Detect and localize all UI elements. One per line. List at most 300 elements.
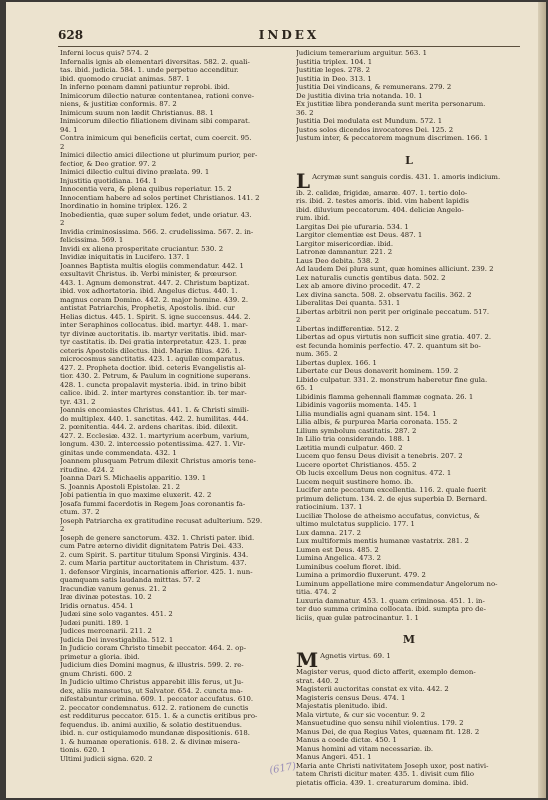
index-entry-text: Lex divina sancta. 508. 2. observatu facilis. 362. 2: [296, 290, 472, 299]
index-entry-text: De justitia divina tria notanda. 10. 1: [296, 91, 423, 100]
index-entry-line: [296, 702, 522, 711]
index-entry-text: Infernalis ignis ab elementari diversitas. 582. 2. quali-: [60, 57, 250, 66]
index-entry-line: [60, 542, 286, 551]
index-entry-line: [296, 126, 522, 135]
index-entry-text: ibid. quomodo cruciat animas. 587. 1: [60, 74, 190, 83]
index-entry-line: [296, 325, 522, 334]
index-entry-text: 2: [60, 219, 65, 227]
index-entry-line: [60, 627, 286, 636]
index-entry-line: [296, 308, 522, 317]
index-entry-line: [60, 185, 286, 194]
index-entry-line: [296, 240, 522, 249]
index-entry-text: Lucem nequit sustinere homo. ib.: [296, 477, 414, 486]
index-entry-line: [296, 753, 522, 762]
index-entry-line: [296, 342, 522, 351]
index-entry-text: In Judicio coram Christo timebit peccator. 464. 2. op-: [60, 644, 247, 652]
index-entry-line: [60, 389, 286, 398]
index-entry-text: Invidiæ iniquitatis in Lucifero. 137. 1: [60, 253, 191, 261]
index-entry-text: Joseph de genere sanctorum. 432. 1. Christi pater. ibid.: [60, 533, 255, 542]
index-entry-line: [296, 685, 522, 694]
index-entry-line: [60, 168, 286, 177]
index-entry-text: Libidinis vagoriis momenta. 145. 1: [296, 401, 418, 409]
index-entry-line: [60, 738, 286, 747]
index-entry-text: Ex justitiæ libra ponderanda sunt merita personarum.: [296, 100, 486, 108]
index-entry-text: Magisteris census Deus. 474. 1: [296, 693, 406, 702]
index-entry-text: In Judicio ultimo Christus apparebit illis ferus, ut Ju-: [60, 678, 244, 686]
index-entry-line: [60, 245, 286, 254]
index-entry-text: Liberalitas Dei quanta. 531. 1: [296, 299, 401, 307]
index-entry-line: [296, 529, 522, 538]
index-entry-text: Majestatis plenitudo. ibid.: [296, 702, 388, 710]
index-entry-line: [60, 364, 286, 373]
index-entry-text: est redditurus peccator. 615. 1. & a cunctis eritibus pro-: [60, 712, 258, 720]
index-entry-line: [60, 483, 286, 492]
index-entry-line: [296, 257, 522, 266]
index-entry-text: Maria ante Christi nativitatem Joseph uxor, post nativi-: [296, 761, 489, 770]
index-entry-line: [60, 262, 286, 271]
index-entry-line: [296, 410, 522, 419]
index-entry-line: [296, 274, 522, 283]
index-entry-text: 2. pœnitentia. 444. 2. ardens charitas. ibid. dilexit.: [60, 423, 238, 431]
index-entry-line: [296, 83, 522, 92]
section-l-entries: [296, 173, 522, 623]
section-m-entries: [296, 652, 522, 787]
index-entry-text: Ultimi judicii signa. 620. 2: [60, 754, 153, 763]
index-entry-line: [60, 687, 286, 696]
index-entry-text: Lumina a primordio fluxerunt. 479. 2: [296, 571, 426, 579]
index-entry-line: [60, 109, 286, 118]
index-entry-line: [60, 372, 286, 381]
index-entry-line: [296, 677, 522, 686]
index-entry-line: [60, 58, 286, 67]
index-entry-text: Libertate cur Deus donaverit hominem. 159. 2: [296, 367, 459, 375]
index-entry-line: [60, 695, 286, 704]
index-entry-text: 2: [60, 525, 65, 533]
index-entry-line: [296, 134, 522, 143]
index-entry-text: titia. 474. 2: [296, 588, 337, 596]
index-entry-line: [296, 779, 522, 788]
index-entry-text: gnum Christi. 600. 2: [60, 669, 133, 678]
index-entry-text: Joannis encomiastes Christus. 441. 1. & Christi simili-: [60, 406, 249, 414]
index-entry-text: Inobedientia, quæ super solum fedet, unde oriatur. 43.: [60, 210, 252, 219]
index-entry-text: Libertas duplex. 166. 1: [296, 358, 377, 367]
index-entry-line: [296, 197, 522, 206]
index-entry-line: [60, 704, 286, 713]
index-entry-text: Joanna Dari S. Michaelis apparitio. 139. 1: [60, 474, 207, 482]
index-entry-line: [60, 381, 286, 390]
index-entry-line: [60, 143, 286, 152]
index-entry-text: liciis, quæ gulæ patrocinantur. 1. 1: [296, 613, 419, 622]
index-entry-text: Libidinis flamma gehennali flammæ cognata. 26. 1: [296, 392, 474, 401]
index-entry-line: [60, 653, 286, 662]
index-entry-text: tyr castitatis. ib. Dei gratia interpretatur. 423. 1. præ: [60, 338, 247, 346]
index-entry-line: [296, 478, 522, 487]
index-entry-line: [296, 546, 522, 555]
index-entry-text: Josafa fummi facerdotis in Regem Joas coronantis fa-: [60, 499, 246, 508]
index-entry-line: [60, 279, 286, 288]
section-letter-m: M: [402, 633, 416, 646]
index-entry-line: [296, 265, 522, 274]
index-entry-line: [60, 219, 286, 228]
left-column: [60, 49, 286, 763]
index-entry-line: [60, 92, 286, 101]
index-entry-line: [60, 593, 286, 602]
index-entry-line: [60, 134, 286, 143]
index-entry-text: fequendus. ib. animi auxilio, & solatio destituendus.: [60, 720, 242, 729]
index-entry-text: tyr divinæ auctoritatis. ib. martyr veritatis. ibid. mar-: [60, 329, 247, 338]
index-entry-line: [60, 398, 286, 407]
index-entry-line: [60, 177, 286, 186]
index-entry-line: [296, 512, 522, 521]
index-entry-line: [296, 214, 522, 223]
page-number: 628: [58, 28, 84, 42]
index-entry-text: Justitia Dei modulata est Mundum. 572. 1: [296, 117, 443, 125]
index-entry-text: longum. 430. 2. intercessio potentissima. 427. 1. Vir-: [60, 440, 246, 448]
index-entry-line: [296, 452, 522, 461]
index-entry-line: [60, 151, 286, 160]
index-entry-line: [60, 270, 286, 279]
index-entry-line: [60, 211, 286, 220]
index-entry-text: Contra inimicum qui beneficiis certat, cum coercit. 95.: [60, 134, 252, 142]
index-entry-text: Inimicum suum non lædit Christianus. 88. 1: [60, 108, 214, 117]
index-entry-line: [296, 49, 522, 58]
index-entry-text: Inordinatio in homine triplex. 126. 2: [60, 202, 188, 210]
index-entry-line: [296, 359, 522, 368]
index-entry-text: Justitiæ leges. 278. 2: [296, 66, 370, 74]
index-entry-line: [296, 401, 522, 410]
index-entry-line: [296, 652, 522, 668]
index-entry-line: [296, 728, 522, 737]
index-entry-line: [60, 746, 286, 755]
index-entry-line: [296, 350, 522, 359]
index-entry-text: ctum. 37. 2: [60, 508, 100, 516]
index-entry-text: 94. 1: [60, 125, 78, 134]
index-entry-line: [60, 534, 286, 543]
index-entry-line: [296, 668, 522, 677]
index-entry-text: ris. ibid. 2. testes amoris. ibid. vim habent lapidis: [296, 197, 469, 205]
index-entry-text: ter duo summa crimina collocata. ibid. sumpta pro de-: [296, 605, 486, 613]
index-entry-line: [60, 551, 286, 560]
index-entry-line: [60, 236, 286, 245]
index-entry-line: [296, 495, 522, 504]
index-entry-text: ultimo mulctatus supplicio. 177. 1: [296, 520, 415, 528]
index-entry-line: [60, 202, 286, 211]
index-entry-line: [296, 588, 522, 597]
index-entry-line: [296, 393, 522, 402]
index-entry-text: Innocentia vera, & plena quibus reperiatur. 15. 2: [60, 185, 232, 193]
index-entry-text: ritudine. 424. 2: [60, 465, 115, 474]
index-entry-line: [60, 500, 286, 509]
index-entry-text: Joannem plusquam Petrum dilexit Christus amoris tene-: [60, 457, 256, 465]
index-entry-line: [60, 440, 286, 449]
index-entry-line: [60, 117, 286, 126]
index-entry-line: [60, 619, 286, 628]
index-entry-text: Acrymæ sunt sanguis cordis. 431. 1. amoris indicium.: [312, 172, 501, 181]
index-entry-line: [296, 299, 522, 308]
index-entry-text: S. Joannis Apostoli Epistolæ. 21. 2: [60, 482, 180, 491]
index-entry-text: Manus Dei, de qua Regius Vates, quænam fit. 128. 2: [296, 727, 480, 736]
index-entry-line: [296, 117, 522, 126]
index-entry-line: [60, 755, 286, 764]
index-entry-text: ib. 2. calidæ, frigidæ, amaræ. 407. 1. tertio dolo-: [296, 188, 468, 197]
index-entry-line: [296, 614, 522, 623]
index-entry-line: [296, 189, 522, 198]
index-entry-text: Ad laudem Dei plura sunt, quæ homines alliciunt. 239. 2: [296, 265, 494, 273]
index-entry-line: [296, 770, 522, 779]
index-entry-text: Justitia triplex. 104. 1: [296, 57, 373, 66]
index-entry-text: Inimici dilectio amici dilectione ut plurimum purior, per-: [60, 151, 258, 159]
index-entry-text: Inferni locus quis? 574. 2: [60, 49, 149, 57]
index-entry-line: [60, 194, 286, 203]
section-letter-l: L: [405, 153, 413, 167]
index-entry-text: Mansuetudine quo sensu nihil violentius. 179. 2: [296, 719, 464, 727]
index-entry-line: [296, 58, 522, 67]
index-entry-text: tatem Christi dicitur mater. 435. 1. divisit cum filio: [296, 770, 475, 778]
index-entry-line: [296, 109, 522, 118]
index-entry-text: Luxuria damnatur. 453. 1. quam criminosa. 451. 1. in-: [296, 596, 485, 605]
index-entry-text: Lætitia mundi culpatur. 460. 2: [296, 443, 403, 452]
index-entry-line: [60, 466, 286, 475]
index-entry-line: [296, 100, 522, 109]
index-entry-line: [296, 719, 522, 728]
index-entry-text: Mala virtute, & cur sic vocentur. 9. 2: [296, 710, 426, 719]
index-entry-text: est fecunda hominis perfectio. 47. 2. quantum sit bo-: [296, 341, 481, 350]
index-entry-line: [296, 248, 522, 257]
index-entry-line: [296, 745, 522, 754]
index-entry-line: [60, 313, 286, 322]
index-entry-line: [60, 287, 286, 296]
index-entry-text: num. 365. 2: [296, 350, 338, 358]
index-entry-text: Largitor clementiæ est Deus. 487. 1: [296, 231, 423, 239]
index-entry-text: strat. 440. 2: [296, 676, 339, 685]
index-entry-text: dex, aliis mansuetus, ut Salvator. 654. 2. cuncta ma-: [60, 686, 243, 695]
index-entry-text: nifestabuntur crimina. 609. 1. peccator accufatus. 610.: [60, 695, 254, 703]
index-entry-text: Luciliæ Tholose de atheismo accufatus, convictus, &: [296, 511, 480, 520]
index-entry-text: Justum inter, & peccatorem magnum discrimen. 166. 1: [296, 134, 489, 142]
drop-cap: M: [296, 652, 319, 668]
index-entry-text: Joseph Patriarcha ex gratitudine recusat adulterium. 529.: [60, 516, 263, 525]
page-gutter: [538, 2, 546, 798]
index-entry-text: 65. 1: [296, 384, 314, 392]
index-entry-line: [60, 670, 286, 679]
index-entry-text: ibid. diluvium peccatorum. 404. deliciæ Angelo-: [296, 205, 464, 214]
index-entry-line: [60, 678, 286, 687]
index-entry-line: [60, 321, 286, 330]
index-entry-text: Lilium symbolum castitatis. 287. 2: [296, 426, 417, 435]
index-entry-text: cum Patre æterno dividit dignitatem Patris Dei. 433.: [60, 542, 244, 550]
index-entry-text: ibid. vox adhortatoria. ibid. Angelus dictus. 440. 1.: [60, 287, 238, 295]
index-entry-line: [60, 160, 286, 169]
index-entry-text: Libertas indifferentiæ. 512. 2: [296, 324, 399, 333]
index-entry-text: Invidi ex aliena prosperitate cruciantur. 530. 2: [60, 244, 224, 253]
index-entry-text: Agnetis virtus. 69. 1: [320, 652, 391, 660]
index-entry-text: 1. & humanæ operationis. 618. 2. & divinæ misera-: [60, 737, 240, 746]
index-entry-line: [60, 568, 286, 577]
index-entry-line: [60, 559, 286, 568]
index-entry-line: [296, 66, 522, 75]
index-entry-text: Lux multiformis mentis humanæ vastatrix. 281. 2: [296, 537, 469, 545]
index-entry-line: [296, 736, 522, 745]
index-entry-text: niens, & justitiæ conformis. 87. 2: [60, 100, 177, 108]
index-entry-text: Magister verus, quod dicto afferit, exemplo demon-: [296, 668, 476, 676]
index-entry-line: [60, 661, 286, 670]
index-entry-line: [296, 316, 522, 325]
index-entry-text: Lumen est Deus. 485. 2: [296, 545, 379, 554]
index-entry-line: [60, 126, 286, 135]
index-entry-line: [296, 376, 522, 385]
index-entry-line: [60, 517, 286, 526]
index-entry-text: Inimici dilectio cultui divino prælata. 99. 1: [60, 168, 210, 176]
index-entry-line: [60, 525, 286, 534]
index-entry-text: microcosmus sanctitatis. 423. 1. aquilæ comparatus.: [60, 355, 245, 363]
index-entry-line: [60, 338, 286, 347]
index-entry-line: [296, 571, 522, 580]
index-entry-line: [296, 563, 522, 572]
index-entry-line: [60, 432, 286, 441]
index-entry-line: [60, 228, 286, 237]
index-entry-line: [296, 173, 522, 189]
index-entry-text: Largitas Dei pie ufuraria. 534. 1: [296, 222, 409, 231]
index-entry-text: Lex naturalis cunctis gentibus data. 502. 2: [296, 273, 446, 282]
index-entry-text: Latronæ damnantur. 221. 2: [296, 248, 393, 256]
index-entry-text: felicissima. 569. 1: [60, 236, 124, 244]
index-entry-line: [296, 537, 522, 546]
index-entry-line: [296, 486, 522, 495]
index-entry-line: [296, 75, 522, 84]
index-entry-text: Iræ divinæ potestas. 10. 2: [60, 593, 152, 601]
index-entry-line: [296, 223, 522, 232]
index-entry-line: [296, 694, 522, 703]
index-entry-line: [296, 597, 522, 606]
index-entry-line: [296, 282, 522, 291]
index-entry-text: tyr. 431. 2: [60, 397, 96, 406]
index-entry-line: [296, 333, 522, 342]
index-entry-text: Invidia criminosissima. 566. 2. crudelissima. 567. 2. in-: [60, 227, 254, 236]
index-entry-line: [60, 576, 286, 585]
index-entry-line: [296, 291, 522, 300]
index-entry-text: Judicium temerarium arguitur. 563. 1: [296, 49, 428, 57]
index-entry-text: 2. peccator condemnatus. 612. 2. rationem de cunctis: [60, 703, 249, 712]
index-entry-text: tior. 430. 2. Petrum, & Paulum in cognitione superans.: [60, 372, 251, 380]
index-entry-line: [296, 418, 522, 427]
index-entry-text: Judicium dies Domini magnus, & illustris. 599. 2. re-: [60, 661, 244, 669]
index-entry-line: [60, 75, 286, 84]
index-entry-text: In inferno pœnam damni patiuntur reprobi. ibid.: [60, 83, 230, 91]
index-entry-line: [296, 461, 522, 470]
header-rule: [58, 46, 520, 47]
index-entry-text: Judæi sine solo vagantes. 451. 2: [60, 610, 173, 618]
index-entry-line: [60, 474, 286, 483]
index-entry-text: Justitia Dei vindicans, & remunerans. 279. 2: [296, 83, 452, 91]
index-entry-line: [296, 580, 522, 589]
index-entry-text: Joannes Baptista multis elogiis commendatur. 442. 1: [60, 261, 244, 270]
index-entry-line: [60, 253, 286, 262]
index-entry-text: Judæi puniti. 189. 1: [60, 618, 130, 627]
index-entry-line: [60, 49, 286, 58]
index-entry-text: Luminum appellatione mire commendatur Angelorum no-: [296, 579, 498, 588]
index-entry-text: Manus a coede dictæ. 450. 1: [296, 736, 397, 744]
index-entry-line: [60, 721, 286, 730]
index-entry-line: [60, 406, 286, 415]
index-entry-text: Iridis ornatus. 454. 1: [60, 601, 134, 610]
index-entry-line: [296, 762, 522, 771]
index-entry-text: 427. 2. Ecclesiæ. 432. 1. martyrium acerbum, varium,: [60, 431, 250, 440]
index-entry-line: [60, 729, 286, 738]
index-entry-line: [296, 444, 522, 453]
page-title: INDEX: [258, 28, 320, 42]
index-entry-text: antistat Patriarchis, Prophetis, Apostolis. ibid. cur: [60, 304, 235, 312]
index-entry-text: Innocentiam habere ad solos pertinet Christianos. 141. 2: [60, 193, 260, 202]
index-entry-text: Ob lucis excellum Deus non cognitus. 472. 1: [296, 469, 452, 477]
index-entry-text: ceteris Apostolis dilectus. ibid. Mariæ filius. 426. 1.: [60, 346, 241, 355]
index-entry-text: Lucifer ante peccatum excellentia. 116. 2. quale fuerit: [296, 486, 487, 494]
index-entry-line: [296, 206, 522, 215]
index-entry-text: calice. ibid. 2. inter martyres constantior. ib. ter mar-: [60, 389, 247, 397]
index-entry-text: Lucere oportet Christianos. 455. 2: [296, 460, 417, 469]
index-entry-text: tionis. 620. 1: [60, 746, 106, 754]
j-entries-continued: [296, 49, 522, 143]
handwritten-page-note: (617): [268, 760, 297, 777]
right-column: [296, 49, 522, 787]
index-entry-line: [60, 83, 286, 92]
index-entry-text: Justitia in Deo. 313. 1: [296, 74, 372, 83]
index-entry-text: Inimicorum dilectio filiationem divinam sibi comparat.: [60, 117, 251, 125]
index-entry-text: inter Seraphinos collocatus. ibid. martyr. 448. 1. mar-: [60, 321, 248, 329]
index-entry-text: 2. cum Maria partitur auctoritatem in Christum. 437.: [60, 559, 247, 567]
index-entry-text: Magisterii auctoritas constat ex vita. 442. 2: [296, 685, 449, 693]
index-entry-text: Libido culpatur. 331. 2. monstrum haberetur fine gula.: [296, 375, 488, 384]
index-entry-line: [296, 384, 522, 393]
index-entry-text: 1. defensor Virginis, incarnationis afferior. 425. 1. nun-: [60, 567, 253, 576]
index-entry-text: Lux damna. 217. 2: [296, 528, 361, 537]
index-entry-text: 443. 1. Agnum demonstrat. 447. 2. Christum baptizat.: [60, 278, 250, 287]
index-entry-text: ibid. n. cur ostiquiamodo mundanæ dispositionis. 618.: [60, 729, 250, 737]
index-entry-line: [296, 554, 522, 563]
index-entry-line: [60, 423, 286, 432]
index-entry-text: primetur a gloria. ibid.: [60, 652, 140, 661]
index-entry-line: [60, 330, 286, 339]
index-entry-text: Inimicorum dilectio naturæ contentanea, rationi conve-: [60, 91, 255, 100]
index-entry-text: quamquam satis laudanda mitttas. 57. 2: [60, 576, 201, 584]
index-entry-line: [296, 503, 522, 512]
index-entry-line: [60, 457, 286, 466]
index-entry-text: pietatis officia. 439. 1. creaturarum domina. ibid.: [296, 778, 469, 787]
index-entry-line: [60, 585, 286, 594]
index-entry-text: 427. 2. Propheta doctior. ibid. ceteris Evangelistis al-: [60, 363, 246, 372]
index-entry-text: 428. 1. cuncta propalavit mysteria. ibid. in trino bibit: [60, 380, 246, 389]
index-entry-text: Iracundiæ vanum genus. 21. 2: [60, 584, 167, 593]
index-entry-line: [60, 610, 286, 619]
index-entry-line: [60, 100, 286, 109]
index-entry-text: rum. ibid.: [296, 214, 331, 222]
index-entry-text: In Lilio tria considerando. 188. 1: [296, 435, 411, 443]
index-entry-line: [60, 602, 286, 611]
index-entry-text: Justos solos dicendos invocatores Dei. 125. 2: [296, 125, 454, 134]
index-entry-line: [296, 231, 522, 240]
index-entry-text: Lilia albis, & purpurea Maria coronata. 155. 2: [296, 418, 458, 426]
index-entry-line: [296, 367, 522, 376]
index-entry-text: Jobi patientia in quo maxime eluxerit. 42. 2: [60, 491, 212, 499]
index-entry-text: Lumina Angelica. 473. 2: [296, 554, 382, 562]
index-entry-text: exsultavit Christus. ib. Verbi minister, & prœursor.: [60, 270, 238, 278]
index-entry-line: [296, 469, 522, 478]
index-entry-text: magnus coram Domino. 442. 2. major homine. 439. 2.: [60, 295, 249, 304]
index-entry-line: [60, 304, 286, 313]
index-entry-line: [60, 449, 286, 458]
index-entry-text: primum delictum. 134. 2. de ejus superbia D. Bernard.: [296, 494, 488, 503]
index-entry-text: Libertas arbitrii non perit per originale peccatum. 517.: [296, 307, 490, 316]
index-entry-line: [296, 427, 522, 436]
